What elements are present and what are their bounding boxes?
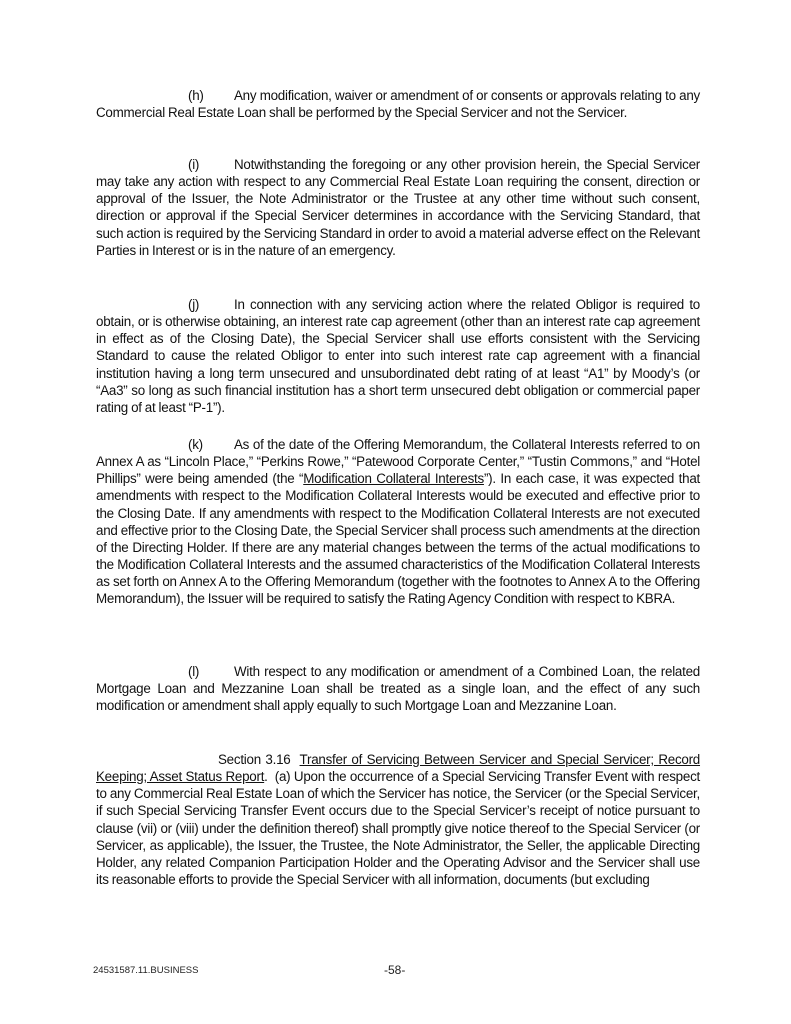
paragraph-label: (k) [188,437,203,452]
paragraph-label: (h) [188,88,204,103]
paragraph-text: (a) Upon the occurrence of a Special Servicing Transfer Event with respect to any Commercial Real Estate Loan of which the Servicer has notice, the Servicer (or the Special Servicer, if such Special Servicing Transfer Event occurs due to the Special Servicer’s receipt of notice pursuant to clause (vii) or (viii) under the definition thereof) shall promptly give notice thereof to the Special Servicer (or Servicer, as applicable), the Issuer, the Trustee, the Note Administrator, the Seller, the applicable Directing Holder, any related Companion Participation Holder and the Operating Advisor and the Servicer shall use its reasonable efforts to provide the Special Servicer with all information, documents (but excluding [96,769,700,888]
paragraph-label: (l) [188,664,200,679]
document-id: 24531587.11.BUSINESS [93,965,199,976]
paragraph-text-continued: ”). In each case, it was expected that amendments with respect to the Modification Collateral Interests would be executed and effective prior to the Closing Date. If any amendments with respect to the Modification Collateral Interests are not executed and effective prior to the Closing Date, the Special Servicer shall process such amendments at the direction of the Directing Holder. If there are any material changes between the terms of the actual modifications to the Modification Collateral Interests and the assumed characteristics of the Modification Collateral Interests as set forth on Annex A to the Offering Memorandum (together with the footnotes to Annex A to the Offering Memorandum), the Issuer will be required to satisfy the Rating Agency Condition with respect to KBRA. [96,471,700,607]
paragraph-text: Any modification, waiver or amendment of or consents or approvals relating to any Commercial Real Estate Loan shall be performed by the Special Servicer and not the Servicer. [96,88,700,121]
section-number: Section 3.16 [218,752,291,767]
section-title-end: . [264,769,268,785]
paragraph-text: In connection with any servicing action where the related Obligor is required to obtain, or is otherwise obtaining, an interest rate cap agreement (other than an interest rate cap agreement in effect as of the Closing Date), the Special Servicer shall use efforts consistent with the Servicing Standard to cause the related Obligor to enter into such interest rate cap agreement with a financial institution having a long term unsecured and unsubordinated debt rating of at least “A1” by Moody’s (or “Aa3” so long as such financial institution has a short term unsecured debt obligation or commercial paper rating of at least “P-1”). [96,297,700,415]
paragraph-label: (i) [188,157,200,172]
paragraph-k [96,436,700,608]
page-number: -58- [384,963,406,977]
defined-term: Modification Collateral Interests [303,471,484,487]
paragraph-l [96,663,700,714]
paragraph-text: As of the date of the Offering Memorandum, the Collateral Interests referred to on Annex A as “Lincoln Place,” “Perkins Rowe,” “Patewood Corporate Center,” “Tustin Commons,” and “Hotel Phillips” were being amended (the “ [96,437,700,487]
section-3-16 [96,751,700,888]
section-title: Transfer of Servicing Between Servicer and Special Servicer; Record Keeping; Asset Status Report [96,752,701,785]
paragraph-h [96,87,700,121]
paragraph-text: With respect to any modification or amendment of a Combined Loan, the related Mortgage Loan and Mezzanine Loan shall be treated as a single loan, and the effect of any such modification or amendment shall apply equally to such Mortgage Loan and Mezzanine Loan. [96,664,700,714]
paragraph-text: Notwithstanding the foregoing or any other provision herein, the Special Servicer may take any action with respect to any Commercial Real Estate Loan requiring the consent, direction or approval of the Issuer, the Note Administrator or the Trustee at any other time without such consent, direction or approval if the Special Servicer determines in accordance with the Servicing Standard, that such action is required by the Servicing Standard in order to avoid a material adverse effect on the Relevant Parties in Interest or is in the nature of an emergency. [96,157,700,258]
paragraph-label: (j) [188,297,200,312]
paragraph-i [96,156,700,259]
paragraph-j [96,296,700,416]
